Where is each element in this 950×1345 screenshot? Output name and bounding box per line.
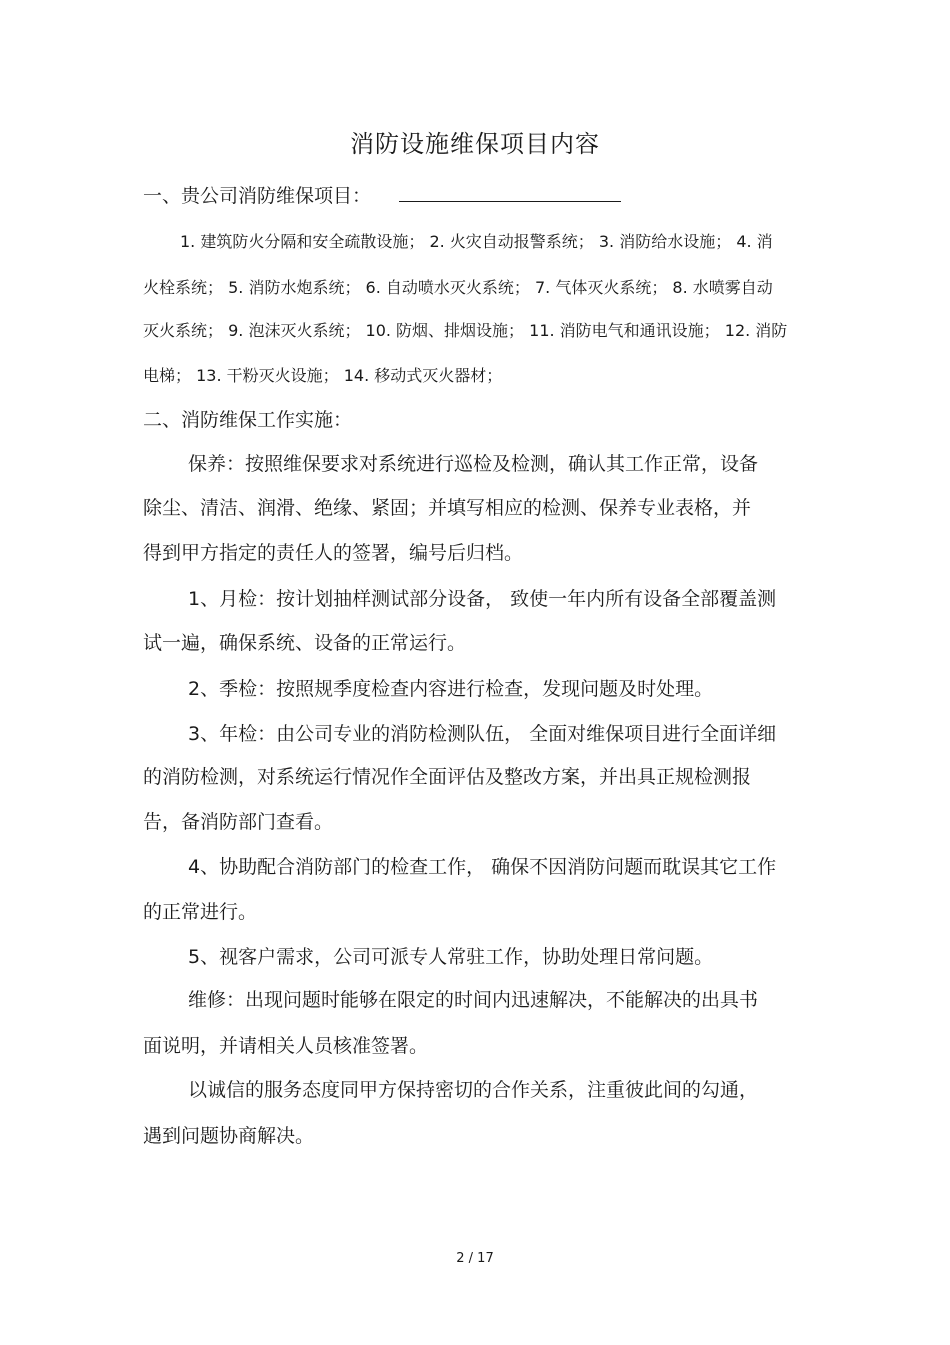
items-line: 火栓系统； 5. 消防水炮系统； 6. 自动喷水灭火系统； 7. 气体灭火系统； 8. 水喷雾自动 — [143, 278, 773, 297]
maintenance-line: 得到甲方指定的责任人的签署，编号后归档。 — [143, 542, 524, 564]
items-line: 灭火系统； 9. 泡沫灭火系统； 10. 防烟、排烟设施； 11. 消防电气和通讯设施； 12. 消防 — [143, 321, 788, 340]
maintenance-line: 除尘、清洁、润滑、绝缘、紧固；并填写相应的检测、保养专业表格，并 — [143, 497, 752, 519]
maintenance-line: 保养：按照维保要求对系统进行巡检及检测，确认其工作正常，设备 — [188, 453, 759, 475]
items-line: 1. 建筑防火分隔和安全疏散设施； 2. 火灾自动报警系统； 3. 消防给水设施； 4. 消 — [180, 232, 773, 251]
annual-line: 3、年检：由公司专业的消防检测队伍， 全面对维保项目进行全面详细 — [188, 723, 777, 745]
company-name-blank — [399, 183, 621, 202]
repair-line: 面说明，并请相关人员核准签署。 — [143, 1035, 429, 1057]
page-number: 2 / 17 — [456, 1251, 494, 1266]
repair-line: 维修：出现问题时能够在限定的时间内迅速解决，不能解决的出具书 — [188, 989, 759, 1011]
resident-line: 5、视客户需求，公司可派专人常驻工作，协助处理日常问题。 — [188, 946, 714, 968]
items-line: 电梯； 13. 干粉灭火设施； 14. 移动式灭火器材； — [143, 366, 503, 385]
cooperation-line: 4、协助配合消防部门的检查工作， 确保不因消防问题而耽误其它工作 — [188, 856, 777, 878]
section2-heading: 二、消防维保工作实施： — [143, 409, 353, 431]
annual-line: 的消防检测，对系统运行情况作全面评估及整改方案，并出具正规检测报 — [143, 766, 752, 788]
closing-line: 遇到问题协商解决。 — [143, 1125, 315, 1147]
section1-heading: 一、贵公司消防维保项目： — [143, 185, 372, 207]
section1-heading-line — [143, 183, 621, 208]
cooperation-line: 的正常进行。 — [143, 901, 258, 923]
annual-line: 告，备消防部门查看。 — [143, 811, 334, 833]
document-title: 消防设施维保项目内容 — [350, 130, 600, 158]
closing-line: 以诚信的服务态度同甲方保持密切的合作关系，注重彼此间的勾通， — [188, 1079, 759, 1101]
monthly-line: 1、月检：按计划抽样测试部分设备， 致使一年内所有设备全部覆盖测 — [188, 588, 777, 610]
monthly-line: 试一遍，确保系统、设备的正常运行。 — [143, 632, 467, 654]
quarterly-line: 2、季检：按照规季度检查内容进行检查，发现问题及时处理。 — [188, 678, 714, 700]
